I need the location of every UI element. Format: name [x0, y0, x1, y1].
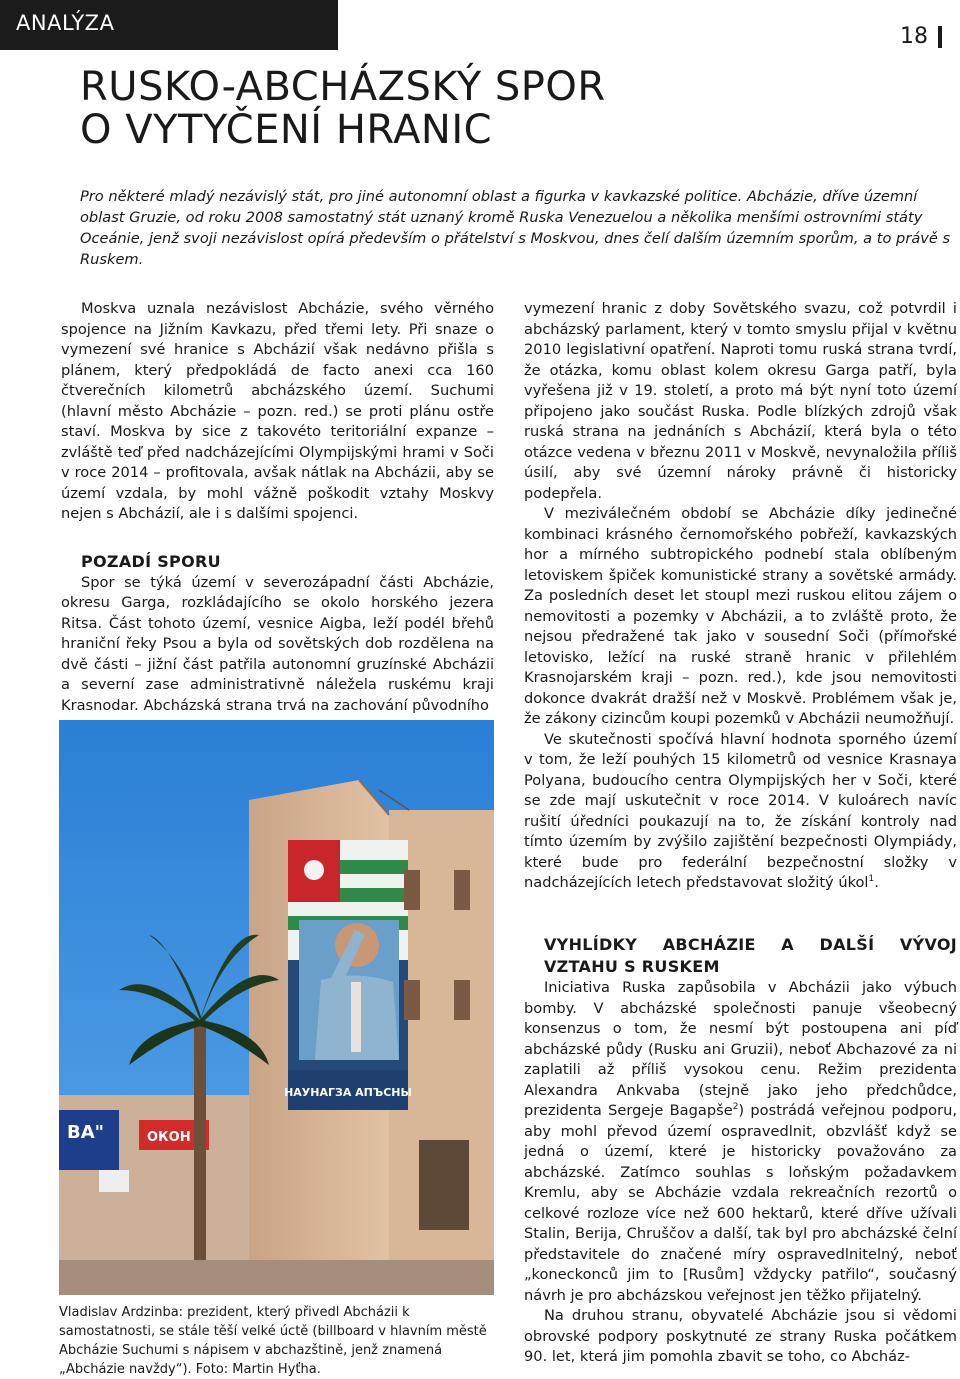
sign-right-text: ОКОН	[147, 1130, 191, 1145]
right-column	[524, 299, 957, 894]
footnote-2: 2	[732, 1102, 739, 1113]
article-title	[80, 66, 606, 152]
page-number: 18	[900, 26, 942, 48]
paragraph: vymezení hranic z doby Sovětského svazu, což potvrdil i abcházský parlament, který v tomto smyslu přijal v květnu 2010 legislativní opatření. Naproti tomu ruská strana tvrdí, že otázka, komu oblast kolem okresu Garga patří, byla vyřešena již v 19. století, a proto má být nyní toto území připojeno jako součást Ruska. Podle blízkých zdrojů však ruská strana na jednáních s Abcházií, která byla o této otázce vedena v březnu 2011 v Moskvě, nevynaložila příliš úsilí, aby své územní nároky právně či historicky podepřela.	[524, 300, 957, 502]
paragraph: Ve skutečnosti spočívá hlavní hodnota sporného území v tom, že leží pouhých 15 kilometrů od vesnice Krasnaya Polyana, budoucího centra Olympijských her v Soči, které se zde mají uskutečnit v roce 2014. V kuloárech navíc rušití úředníci poukazují na to, že získání kontroly nad tímto územím by zvýšilo zajištění bezpečnosti Olympiády, které bude pro federální bezpečnostní složky v nadcházejících letech představovat složitý úkol$^1$.	[524, 730, 957, 891]
section-heading-outlook: VYHLÍDKY ABCHÁZIE A DALŠÍ VÝVOJ VZTAHU S RUSKEM	[544, 935, 957, 976]
billboard-text: НАУНАГЗА АПЪСНЫ	[284, 1086, 412, 1099]
paragraph: Moskva uznala nezávislost Abcházie, svého věrného spojence na Jižním Kavkazu, před třemi lety. Při snaze o vymezení své hranice s Abcházií však nedávno přišla s plánem, který předpokládá de facto anexi cca 160 čtverečních kilometrů abcházského území. Suchumi (hlavní město Abcházie – pozn. red.) se proti plánu ostře staví. Moskva by sice z takovéto teritoriální expanze – zvláště teď před nadcházejícími Olympijskými hrami v Soči v roce 2014 – profitovala, avšak nátlak na Abcházii, aby se území vzdala, by mohl vážně poškodit vztahy Moskvy nejen s Abcházií, ale i s dalšími spojenci.	[61, 300, 494, 522]
section-heading-background: POZADÍ SPORU	[81, 551, 221, 571]
paragraph: Iniciativa Ruska zapůsobila v Abcházii jako výbuch bomby. V abcházské společnosti panuje všeobecný konsenzus o tom, že nesmí být postoupena ani píď abcházské půdy (Rusku ani Gruzii), neboť Abchazové za ni zaplatili až příliš vysokou cenu. Režim prezidenta Alexandra Ankvaba (stejně jako jeho předchůdce, prezidenta Sergeje Bagapše$^2$) postrádá veřejnou podporu, aby mohl převod území ospravedlnit, obzvlášť když se jedná o území, které je historicky považováno za abcházské. Zatímco souhlas s loňským požadavkem Kremlu, aby se Abcházie vzdala rekreačních rezortů o celkové rozloze více než 600 hektarů, které dříve užívali Stalin, Berija, Chruščov a další, tak byl pro abcházské čelní představitele do značené míry ospravedlnitelný, neboť „koneckonců jim to [Rusům] vždycky patřilo“, současný návrh je pro abcházskou veřejnost jen těžko přijatelný.	[524, 979, 957, 1304]
paragraph: Spor se týká území v severozápadní části Abcházie, okresu Garga, rozkládajícího se okolo horského jezera Ritsa. Část tohoto území, vesnice Aigba, leží podél břehů hraniční řeky Psou a byla od sovětských dob rozdělena na dvě části – jižní část patřila autonomní gruzínské Abcházii a severní zase administrativně náležela ruskému kraji Krasnodar. Abcházská strana trvá na zachování původního	[61, 573, 494, 714]
paragraph: Na druhou stranu, obyvatelé Abcházie jsou si vědomi obrovské podpory poskytnuté ze strany Ruska počátkem 90. let, která jim pomohla zbavit se toho, co Abcház-	[524, 1307, 957, 1365]
section-label: ANALÝZA	[16, 11, 115, 35]
right-column-lower	[524, 934, 957, 1368]
sign-left-text: ВА"	[67, 1122, 105, 1143]
photo-illustration	[59, 720, 494, 1295]
billboard-photo	[59, 720, 494, 1295]
footnote-1: 1	[868, 874, 875, 885]
title-line-1: RUSKO-ABCHÁZSKÝ SPOR	[80, 64, 606, 110]
photo-caption: Vladislav Ardzinba: prezident, který přivedl Abcházii k samostatnosti, se stále těší velké úctě (billboard v hlavním městě Abcházie Suchumi s nápisem v abchazštině, jenž znamená „Abcházie navždy“). Foto: Martin Hyťha.	[59, 1305, 487, 1377]
paragraph: V meziválečném období se Abcházie díky jedinečné kombinaci krásného černomořského pobřeží, kavkazských hor a mírného subtropického podnebí stala oblíbeným letoviskem špiček komunistické strany a sovětské armády. Za posledních deset let stoupl mezi ruskou elitou zájem o nemovitosti a pozemky v Abcházii, a to zvláště proto, že nejsou předražené tak jako v sousední Soči (přímořské letovisko, ležící na ruské straně hranic v přilehlém Krasnojarském kraji – pozn. red.), kde jsou nemovitosti dokonce dvakrát dražší než v Moskvě. Problémem však je, že zákony cizincům koupi pozemků v Abcházii neumožňují.	[524, 505, 957, 727]
article-lead: Pro některé mladý nezávislý stát, pro jiné autonomní oblast a figurka v kavkazské politice. Abcházie, dříve územní oblast Gruzie, od roku 2008 samostatný stát uznaný kromě Ruska Venezuelou a několika menšími ostrovními státy Oceánie, jenž svoji nezávislost opírá především o přátelství s Moskvou, dnes čelí dalším územním sporům, a to právě s Ruskem.	[80, 188, 951, 268]
title-line-2: O VYTYČENÍ HRANIC	[80, 107, 493, 153]
left-column	[61, 299, 494, 716]
section-tag	[0, 0, 338, 50]
